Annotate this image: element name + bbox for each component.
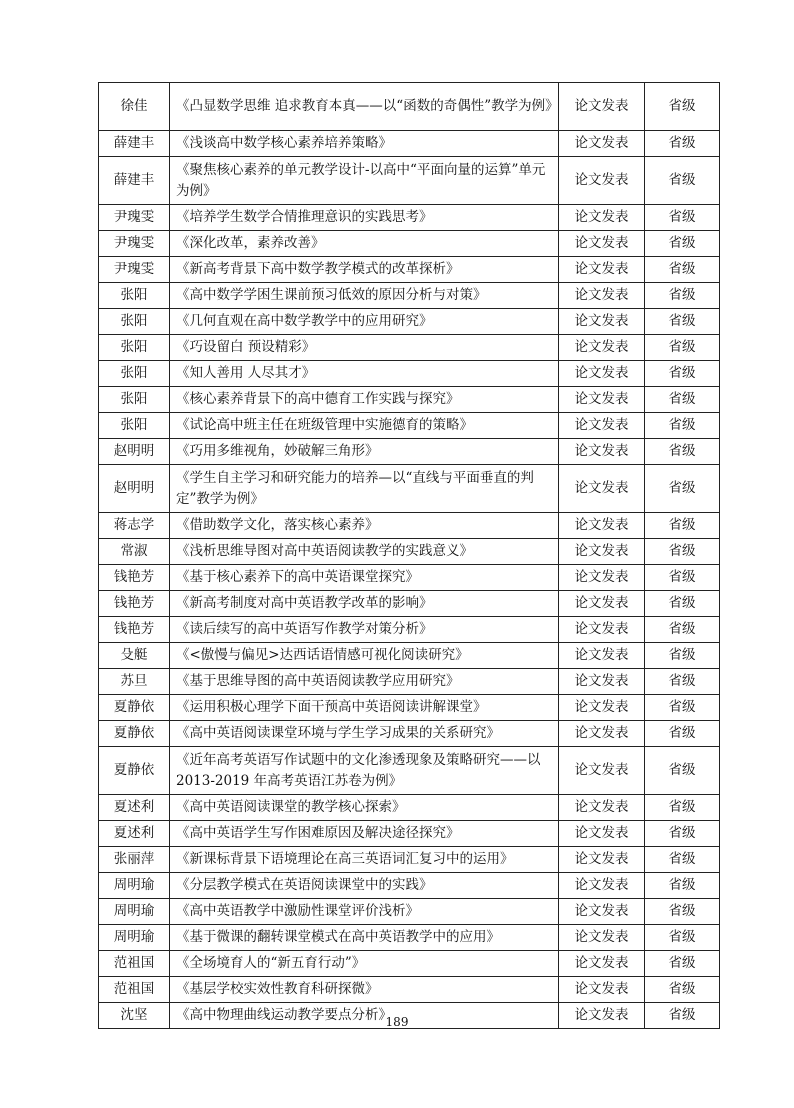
level-cell: 省级 [645, 539, 720, 565]
author-cell: 张阳 [99, 283, 170, 309]
paper-title-cell: 《核心素养背景下的高中德育工作实践与探究》 [170, 387, 559, 413]
level-cell: 省级 [645, 387, 720, 413]
table-row [99, 795, 720, 821]
author-cell: 夏静依 [99, 695, 170, 721]
type-cell: 论文发表 [559, 747, 645, 795]
level-cell: 省级 [645, 1003, 720, 1029]
type-cell: 论文发表 [559, 205, 645, 231]
level-cell: 省级 [645, 465, 720, 513]
table-row [99, 565, 720, 591]
author-cell: 周明瑜 [99, 925, 170, 951]
author-cell: 夏静依 [99, 721, 170, 747]
author-cell: 尹瑰雯 [99, 257, 170, 283]
type-cell: 论文发表 [559, 669, 645, 695]
author-cell: 范祖国 [99, 951, 170, 977]
level-cell: 省级 [645, 257, 720, 283]
type-cell: 论文发表 [559, 539, 645, 565]
author-cell: 蒋志学 [99, 513, 170, 539]
level-cell: 省级 [645, 821, 720, 847]
papers-table [98, 82, 720, 1029]
type-cell: 论文发表 [559, 643, 645, 669]
type-cell: 论文发表 [559, 439, 645, 465]
level-cell: 省级 [645, 747, 720, 795]
paper-title-cell: 《基于微课的翻转课堂模式在高中英语教学中的应用》 [170, 925, 559, 951]
table-row [99, 951, 720, 977]
author-cell: 薛建丰 [99, 131, 170, 157]
level-cell: 省级 [645, 873, 720, 899]
author-cell: 夏述利 [99, 795, 170, 821]
type-cell: 论文发表 [559, 847, 645, 873]
type-cell: 论文发表 [559, 695, 645, 721]
type-cell: 论文发表 [559, 361, 645, 387]
type-cell: 论文发表 [559, 335, 645, 361]
type-cell: 论文发表 [559, 131, 645, 157]
level-cell: 省级 [645, 309, 720, 335]
table-row [99, 335, 720, 361]
author-cell: 夏述利 [99, 821, 170, 847]
level-cell: 省级 [645, 335, 720, 361]
paper-title-cell: 《新高考背景下高中数学教学模式的改革探析》 [170, 257, 559, 283]
type-cell: 论文发表 [559, 283, 645, 309]
table-row [99, 925, 720, 951]
type-cell: 论文发表 [559, 565, 645, 591]
paper-title-cell: 《巧设留白 预设精彩》 [170, 335, 559, 361]
page-number: 189 [385, 1015, 409, 1029]
paper-title-cell: 《高中英语教学中激励性课堂评价浅析》 [170, 899, 559, 925]
table-row [99, 747, 720, 795]
table-row [99, 283, 720, 309]
table-row [99, 361, 720, 387]
paper-title-cell: 《借助数学文化，落实核心素养》 [170, 513, 559, 539]
type-cell: 论文发表 [559, 899, 645, 925]
level-cell: 省级 [645, 565, 720, 591]
author-cell: 徐佳 [99, 83, 170, 131]
type-cell: 论文发表 [559, 513, 645, 539]
table-row [99, 513, 720, 539]
type-cell: 论文发表 [559, 231, 645, 257]
table-row [99, 257, 720, 283]
paper-title-cell: 《知人善用 人尽其才》 [170, 361, 559, 387]
paper-title-cell: 《浅析思维导图对高中英语阅读教学的实践意义》 [170, 539, 559, 565]
paper-title-cell: 《巧用多维视角，妙破解三角形》 [170, 439, 559, 465]
author-cell: 钱艳芳 [99, 565, 170, 591]
paper-title-cell: 《凸显数学思维 追求教育本真——以“函数的奇偶性”教学为例》 [170, 83, 559, 131]
table-row [99, 721, 720, 747]
paper-title-cell: 《高中英语学生写作困难原因及解决途径探究》 [170, 821, 559, 847]
table-row [99, 899, 720, 925]
type-cell: 论文发表 [559, 721, 645, 747]
level-cell: 省级 [645, 513, 720, 539]
paper-title-cell: 《基层学校实效性教育科研探微》 [170, 977, 559, 1003]
type-cell: 论文发表 [559, 795, 645, 821]
paper-title-cell: 《几何直观在高中数学教学中的应用研究》 [170, 309, 559, 335]
papers-table-body [99, 83, 720, 1029]
level-cell: 省级 [645, 925, 720, 951]
table-row [99, 231, 720, 257]
paper-title-cell: 《全场境育人的“新五育行动”》 [170, 951, 559, 977]
paper-title-cell: 《<傲慢与偏见>达西话语情感可视化阅读研究》 [170, 643, 559, 669]
level-cell: 省级 [645, 795, 720, 821]
type-cell: 论文发表 [559, 413, 645, 439]
paper-title-cell: 《新高考制度对高中英语教学改革的影响》 [170, 591, 559, 617]
type-cell: 论文发表 [559, 591, 645, 617]
author-cell: 周明瑜 [99, 873, 170, 899]
table-row [99, 439, 720, 465]
author-cell: 赵明明 [99, 465, 170, 513]
paper-title-cell: 《培养学生数学合情推理意识的实践思考》 [170, 205, 559, 231]
type-cell: 论文发表 [559, 309, 645, 335]
level-cell: 省级 [645, 205, 720, 231]
type-cell: 论文发表 [559, 387, 645, 413]
level-cell: 省级 [645, 847, 720, 873]
type-cell: 论文发表 [559, 821, 645, 847]
type-cell: 论文发表 [559, 977, 645, 1003]
type-cell: 论文发表 [559, 157, 645, 205]
table-row [99, 157, 720, 205]
author-cell: 钱艳芳 [99, 617, 170, 643]
author-cell: 周明瑜 [99, 899, 170, 925]
paper-title-cell: 《基于核心素养下的高中英语课堂探究》 [170, 565, 559, 591]
author-cell: 夏静依 [99, 747, 170, 795]
author-cell: 常淑 [99, 539, 170, 565]
table-row [99, 83, 720, 131]
level-cell: 省级 [645, 591, 720, 617]
table-row [99, 847, 720, 873]
table-row [99, 387, 720, 413]
type-cell: 论文发表 [559, 873, 645, 899]
table-row [99, 873, 720, 899]
table-row [99, 977, 720, 1003]
paper-title-cell: 《试论高中班主任在班级管理中实施德育的策略》 [170, 413, 559, 439]
paper-title-cell: 《读后续写的高中英语写作教学对策分析》 [170, 617, 559, 643]
paper-title-cell: 《深化改革，素养改善》 [170, 231, 559, 257]
level-cell: 省级 [645, 643, 720, 669]
level-cell: 省级 [645, 617, 720, 643]
author-cell: 张阳 [99, 413, 170, 439]
table-row [99, 821, 720, 847]
table-row [99, 695, 720, 721]
author-cell: 范祖国 [99, 977, 170, 1003]
table-row [99, 591, 720, 617]
paper-title-cell: 《高中英语阅读课堂环境与学生学习成果的关系研究》 [170, 721, 559, 747]
level-cell: 省级 [645, 899, 720, 925]
table-row [99, 539, 720, 565]
type-cell: 论文发表 [559, 465, 645, 513]
level-cell: 省级 [645, 669, 720, 695]
level-cell: 省级 [645, 83, 720, 131]
paper-title-cell: 《学生自主学习和研究能力的培养—以“直线与平面垂直的判定”教学为例》 [170, 465, 559, 513]
author-cell: 张阳 [99, 361, 170, 387]
table-row [99, 465, 720, 513]
level-cell: 省级 [645, 131, 720, 157]
paper-title-cell: 《高中英语阅读课堂的教学核心探索》 [170, 795, 559, 821]
author-cell: 薛建丰 [99, 157, 170, 205]
type-cell: 论文发表 [559, 925, 645, 951]
author-cell: 张阳 [99, 387, 170, 413]
author-cell: 钱艳芳 [99, 591, 170, 617]
paper-title-cell: 《新课标背景下语境理论在高三英语词汇复习中的运用》 [170, 847, 559, 873]
author-cell: 张丽萍 [99, 847, 170, 873]
level-cell: 省级 [645, 695, 720, 721]
paper-title-cell: 《近年高考英语写作试题中的文化渗透现象及策略研究——以 2013-2019 年高考英语江苏卷为例》 [170, 747, 559, 795]
author-cell: 赵明明 [99, 439, 170, 465]
type-cell: 论文发表 [559, 1003, 645, 1029]
level-cell: 省级 [645, 231, 720, 257]
author-cell: 尹瑰雯 [99, 231, 170, 257]
level-cell: 省级 [645, 283, 720, 309]
paper-title-cell: 《高中数学学困生课前预习低效的原因分析与对策》 [170, 283, 559, 309]
level-cell: 省级 [645, 951, 720, 977]
author-cell: 张阳 [99, 335, 170, 361]
paper-title-cell: 《浅谈高中数学核心素养培养策略》 [170, 131, 559, 157]
table-row [99, 669, 720, 695]
table-row [99, 205, 720, 231]
type-cell: 论文发表 [559, 83, 645, 131]
type-cell: 论文发表 [559, 257, 645, 283]
author-cell: 殳艇 [99, 643, 170, 669]
paper-title-cell: 《高中物理曲线运动教学要点分析》 [170, 1003, 559, 1029]
type-cell: 论文发表 [559, 617, 645, 643]
level-cell: 省级 [645, 413, 720, 439]
level-cell: 省级 [645, 361, 720, 387]
level-cell: 省级 [645, 721, 720, 747]
paper-title-cell: 《聚焦核心素养的单元教学设计-以高中“平面向量的运算”单元为例》 [170, 157, 559, 205]
level-cell: 省级 [645, 977, 720, 1003]
table-row [99, 131, 720, 157]
paper-title-cell: 《基于思维导图的高中英语阅读教学应用研究》 [170, 669, 559, 695]
table-row [99, 643, 720, 669]
paper-title-cell: 《分层教学模式在英语阅读课堂中的实践》 [170, 873, 559, 899]
author-cell: 张阳 [99, 309, 170, 335]
author-cell: 苏旦 [99, 669, 170, 695]
paper-title-cell: 《运用积极心理学下面干预高中英语阅读讲解课堂》 [170, 695, 559, 721]
level-cell: 省级 [645, 157, 720, 205]
table-row [99, 413, 720, 439]
author-cell: 尹瑰雯 [99, 205, 170, 231]
table-row [99, 309, 720, 335]
author-cell: 沈坚 [99, 1003, 170, 1029]
table-row [99, 617, 720, 643]
level-cell: 省级 [645, 439, 720, 465]
type-cell: 论文发表 [559, 951, 645, 977]
